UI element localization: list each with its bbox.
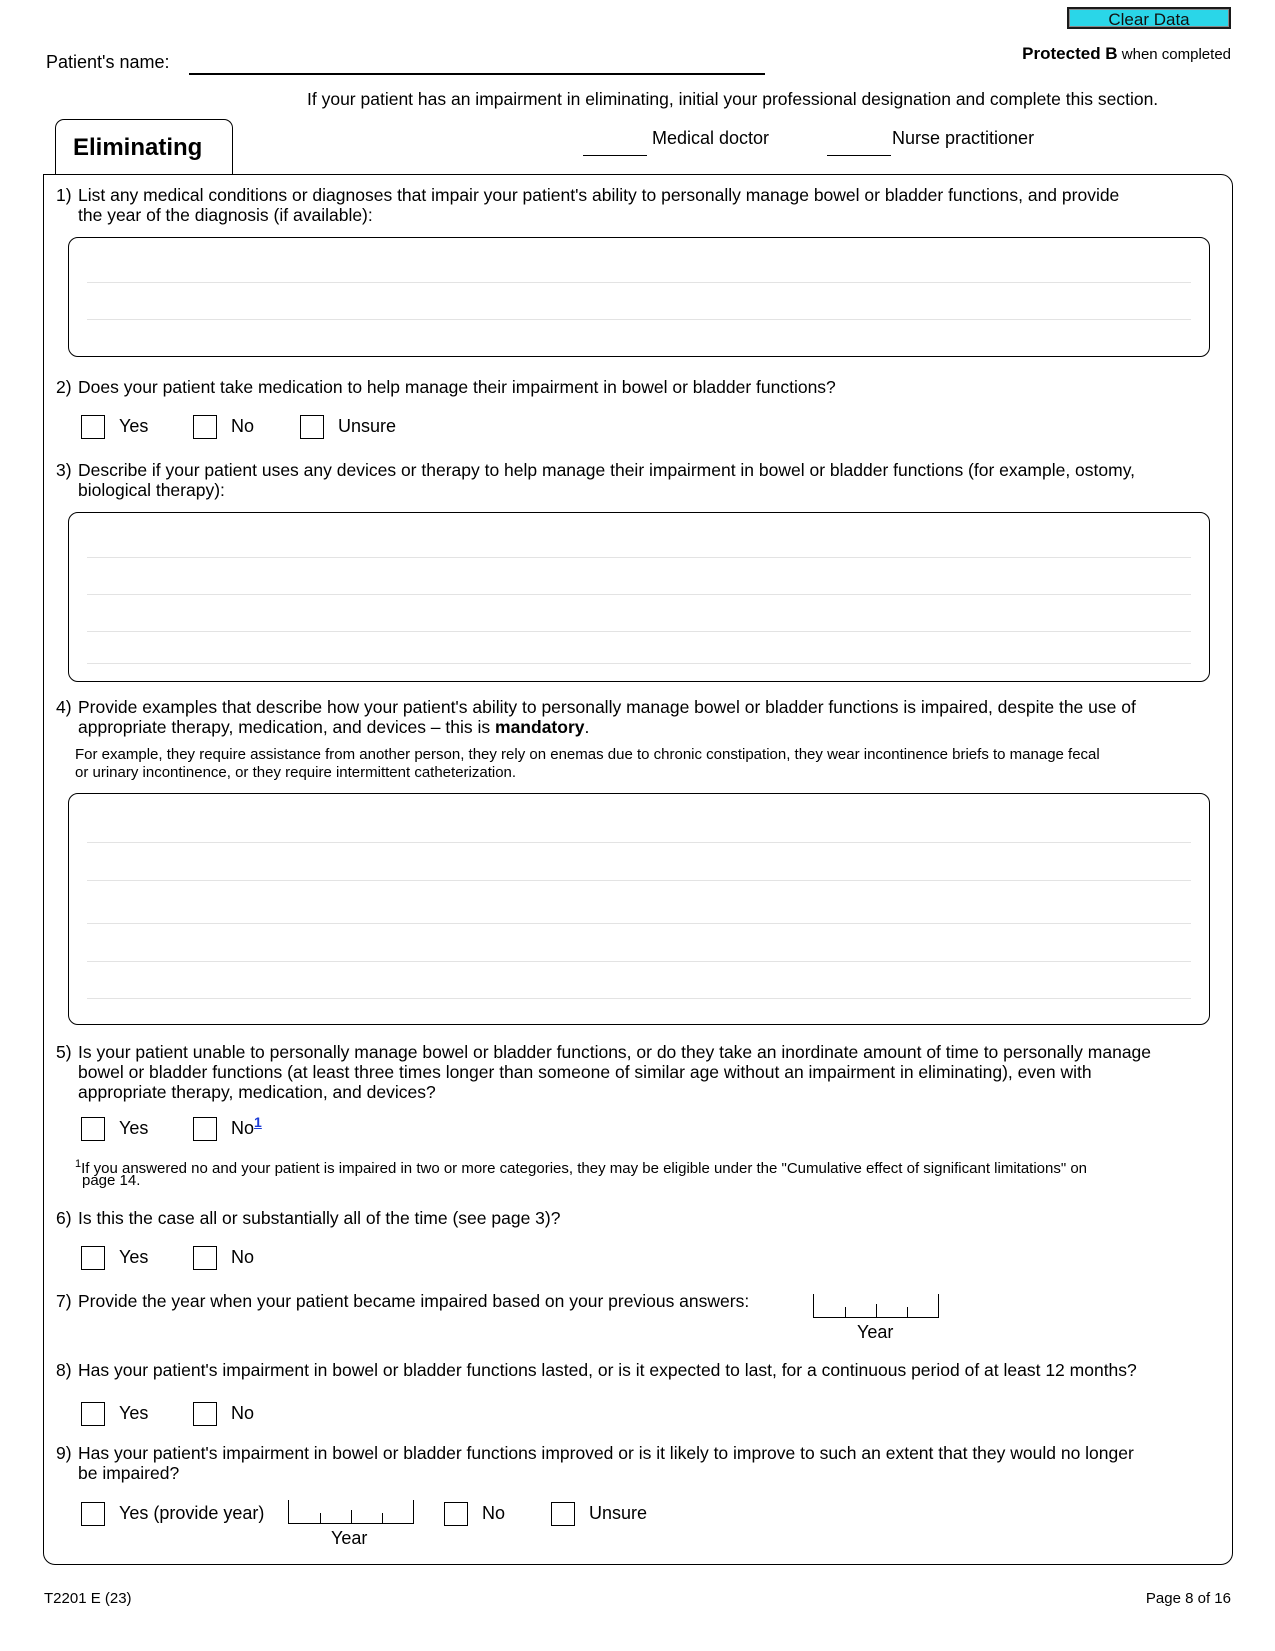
question-text: Has your patient's impairment in bowel or bladder functions lasted, or is it expected to last, for a continuous period of at least 12 months? [78, 1360, 1137, 1380]
clear-data-button[interactable]: Clear Data [1067, 7, 1231, 29]
q9-yes-checkbox[interactable] [81, 1502, 105, 1526]
form-code: T2201 E (23) [44, 1590, 132, 1607]
q5-yes-checkbox[interactable] [81, 1117, 105, 1141]
q7-year-input[interactable] [813, 1294, 939, 1318]
q2-unsure-checkbox[interactable] [300, 415, 324, 439]
question-text: Provide the year when your patient became impaired based on your previous answers: [78, 1291, 750, 1311]
footnote-1-text: If you answered no and your patient is impaired in two or more categories, they may be eligible under the "Cumulative effect of significant limitations" on [81, 1160, 1088, 1177]
q5-no-label: No [231, 1118, 255, 1138]
question-text: Is this the case all or substantially all of the time (see page 3)? [78, 1208, 561, 1228]
question-1 [56, 185, 1226, 227]
question-text: be impaired? [78, 1463, 180, 1483]
protected-b-suffix: when completed [1121, 46, 1231, 63]
question-number: 5) [56, 1042, 72, 1062]
q2-yes-label: Yes [119, 416, 149, 436]
question-number: 3) [56, 460, 72, 480]
mandatory-emphasis: mandatory [495, 717, 585, 737]
q2-unsure-label: Unsure [338, 416, 397, 436]
question-6 [56, 1208, 1226, 1230]
question-number: 8) [56, 1360, 72, 1380]
footnote-1 [75, 1155, 1225, 1178]
section-intro: If your patient has an impairment in eliminating, initial your professional designation and complete this section. [307, 89, 1159, 109]
question-9 [56, 1443, 1231, 1485]
q5-no-label-group [231, 1114, 262, 1139]
q6-yes-label: Yes [119, 1247, 149, 1267]
question-3 [56, 460, 1226, 502]
q4-example-line-2: or urinary incontinence, or they require intermittent catheterization. [75, 764, 517, 781]
question-text: Does your patient take medication to help manage their impairment in bowel or bladder functions? [78, 377, 836, 397]
question-number: 9) [56, 1443, 72, 1463]
protected-b-notice [1022, 44, 1231, 64]
page-number: Page 8 of 16 [1145, 1590, 1231, 1607]
question-text-line-2 [78, 717, 589, 737]
q9-year-label: Year [331, 1528, 368, 1548]
q8-no-checkbox[interactable] [193, 1402, 217, 1426]
q5-yes-label: Yes [119, 1118, 149, 1138]
question-text: Has your patient's impairment in bowel or bladder functions improved or is it likely to improve to such an extent that they would no longer [78, 1443, 1134, 1463]
question-4 [56, 697, 1226, 739]
q9-year-input[interactable] [288, 1500, 414, 1524]
q8-yes-label: Yes [119, 1403, 149, 1423]
question-2 [56, 377, 1226, 399]
q4-example-line-1: For example, they require assistance from another person, they rely on enemas due to chronic constipation, they wear incontinence briefs to manage fecal [75, 746, 1100, 763]
question-number: 7) [56, 1291, 72, 1311]
question-8 [56, 1360, 1231, 1382]
question-number: 1) [56, 185, 72, 205]
question-number: 4) [56, 697, 72, 717]
q2-no-checkbox[interactable] [193, 415, 217, 439]
question-7 [56, 1291, 816, 1313]
q2-yes-checkbox[interactable] [81, 415, 105, 439]
medical-doctor-label: Medical doctor [652, 128, 770, 148]
q9-yes-label: Yes (provide year) [119, 1503, 265, 1523]
q8-no-label: No [231, 1403, 255, 1423]
q3-answer-textarea[interactable] [68, 512, 1210, 682]
question-text: Provide examples that describe how your patient's ability to personally manage bowel or bladder functions is impaired, despite the use of [78, 697, 1136, 717]
medical-doctor-initial-field[interactable] [583, 155, 647, 156]
q4-answer-textarea[interactable] [68, 793, 1210, 1025]
section-title: Eliminating [73, 134, 203, 161]
q1-answer-textarea[interactable] [68, 237, 1210, 357]
question-number: 6) [56, 1208, 72, 1228]
protected-b-label: Protected B [1022, 44, 1118, 63]
q9-no-checkbox[interactable] [444, 1502, 468, 1526]
question-text: bowel or bladder functions (at least three times longer than someone of similar age without an impairment in eliminating), even with [78, 1062, 1092, 1082]
q6-no-label: No [231, 1247, 255, 1267]
q9-unsure-label: Unsure [589, 1503, 648, 1523]
q2-no-label: No [231, 416, 255, 436]
question-text: appropriate therapy, medication, and devices? [78, 1082, 436, 1102]
question-number: 2) [56, 377, 72, 397]
q4-line2-prefix: appropriate therapy, medication, and devices – this is [78, 717, 491, 737]
footnote-1-text-line-2: page 14. [82, 1172, 141, 1189]
nurse-practitioner-label: Nurse practitioner [892, 128, 1035, 148]
question-text: Is your patient unable to personally manage bowel or bladder functions, or do they take an inordinate amount of time to personally manage [78, 1042, 1152, 1062]
question-text: Describe if your patient uses any devices or therapy to help manage their impairment in bowel or bladder functions (for example, ostomy, [78, 460, 1136, 480]
eliminating-tab [55, 119, 233, 174]
q6-yes-checkbox[interactable] [81, 1246, 105, 1270]
q5-no-checkbox[interactable] [193, 1117, 217, 1141]
nurse-practitioner-initial-field[interactable] [827, 155, 891, 156]
patient-name-field[interactable] [189, 73, 765, 75]
question-text: biological therapy): [78, 480, 225, 500]
patient-name-label: Patient's name: [46, 52, 170, 72]
question-text: the year of the diagnosis (if available): [78, 205, 373, 225]
q9-no-label: No [482, 1503, 506, 1523]
footnote-1-marker: 1 [75, 1158, 82, 1170]
question-5 [56, 1042, 1231, 1104]
footnote-1-link[interactable]: 1 [254, 1114, 262, 1130]
q9-unsure-checkbox[interactable] [551, 1502, 575, 1526]
q8-yes-checkbox[interactable] [81, 1402, 105, 1426]
q6-no-checkbox[interactable] [193, 1246, 217, 1270]
q7-year-label: Year [857, 1322, 894, 1342]
q4-line2-suffix: . [584, 717, 590, 737]
question-text: List any medical conditions or diagnoses that impair your patient's ability to personally manage bowel or bladder functions, and provide [78, 185, 1120, 205]
